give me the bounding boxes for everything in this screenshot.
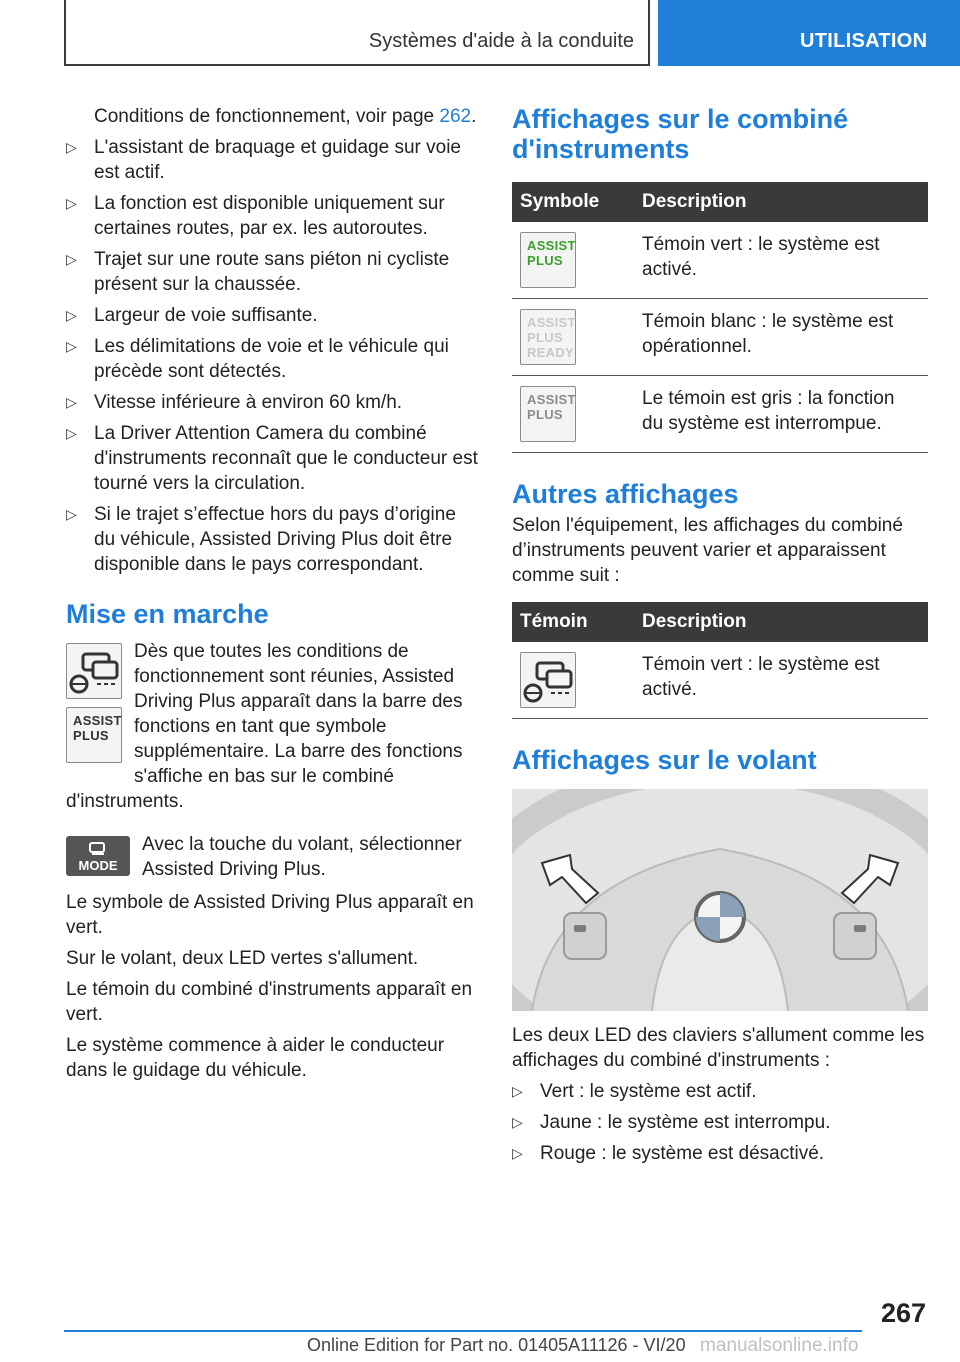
assisted-driving-green-icon [520, 652, 576, 708]
mode-button-icon: MODE [66, 836, 130, 876]
triangle-bullet-icon: ▷ [66, 394, 77, 410]
section-title: Systèmes d'aide à la conduite [368, 30, 634, 52]
table-header-indicator: Témoin [512, 602, 634, 642]
row-description: Le témoin est gris : la fonction du système est interrompue. [634, 376, 928, 453]
header-chapter-tab [658, 0, 960, 66]
assist-plus-ready-icon: ASSIST PLUS READY [520, 309, 576, 365]
list-item: ▷ Les délimitations de voie et le véhicule qui précède sont détectés. [66, 336, 449, 382]
row-description: Témoin blanc : le système est opérationnel. [634, 299, 928, 376]
table-header-description: Description [634, 182, 928, 222]
continued-text: Conditions de fonctionnement, voir page 262. [94, 106, 477, 127]
chapter-title: UTILISATION [800, 30, 928, 52]
list-item: ▷ L'assistant de braquage et guidage sur voie est actif. [66, 137, 461, 183]
header-section-tab [64, 0, 650, 66]
other-paragraph: Selon l'équipement, les affichages du combiné d’instruments peuvent varier et apparaissent comme suit : [512, 515, 903, 586]
watermark: manualsonline.info [700, 1335, 859, 1356]
triangle-bullet-icon: ▷ [66, 195, 77, 211]
list-item: ▷ Jaune : le système est interrompu. [512, 1112, 831, 1133]
led-colors-list [512, 1079, 928, 1166]
assist-plus-grey-icon: ASSIST PLUS [520, 386, 576, 442]
table-header-row [512, 182, 928, 222]
left-column [66, 104, 478, 1083]
indicator-table [512, 602, 928, 719]
mode-paragraph: Avec la touche du volant, sélectionner Assisted Driving Plus. [142, 834, 462, 880]
list-item: ▷ Si le trajet s’effectue hors du pays d’origine du véhicule, Assisted Driving Plus doit être disponible dans le pays correspondant. [66, 504, 456, 575]
list-item: ▷ Vitesse inférieure à environ 60 km/h. [66, 392, 403, 413]
table-header-symbol: Symbole [512, 182, 634, 222]
row-description: Témoin vert : le système est activé. [634, 642, 928, 719]
triangle-bullet-icon: ▷ [66, 307, 77, 323]
paragraph: Le système commence à aider le conducteur dans le guidage du véhicule. [66, 1035, 445, 1081]
triangle-bullet-icon: ▷ [66, 506, 77, 522]
page-number: 267 [880, 1298, 926, 1328]
assist-plus-icon: ASSIST PLUS [66, 707, 122, 763]
start-paragraph: Dès que toutes les conditions de fonctionnement sont réunies, Assisted Driving Plus apparaît dans la barre des fonctions en tant que symbole supplémentaire. La barre des fonctions s'affiche en bas sur le combiné d'instruments. [66, 641, 463, 812]
edition-text: Online Edition for Part no. 01405A11126 - VI/20 [307, 1335, 686, 1355]
row-description: Témoin vert : le système est activé. [634, 222, 928, 299]
footer-divider [64, 1330, 862, 1332]
triangle-bullet-icon: ▷ [66, 139, 77, 155]
list-item: ▷ La fonction est disponible uniquement sur certaines routes, par ex. les autoroutes. [66, 193, 445, 239]
conditions-list [66, 135, 478, 577]
paragraph: Le symbole de Assisted Driving Plus apparaît en vert. [66, 892, 474, 938]
heading-start: Mise en marche [66, 599, 269, 629]
triangle-bullet-icon: ▷ [512, 1145, 523, 1161]
table-row [512, 376, 928, 453]
start-block [66, 639, 478, 814]
table-row [512, 299, 928, 376]
table-header-description: Description [634, 602, 928, 642]
list-item: ▷ Rouge : le système est désactivé. [512, 1143, 825, 1164]
triangle-bullet-icon: ▷ [512, 1114, 523, 1130]
symbols-table [512, 182, 928, 453]
wheel-paragraph: Les deux LED des claviers s'allument comme les affichages du combiné d'instruments : [512, 1025, 925, 1071]
right-column [512, 104, 928, 1166]
mode-block [66, 832, 478, 884]
heading-steering-wheel-displays: Affichages sur le volant [512, 745, 817, 775]
assisted-driving-icon [66, 643, 122, 699]
table-row [512, 642, 928, 719]
table-header-row [512, 602, 928, 642]
list-item: ▷ La Driver Attention Camera du combiné d'instruments reconnaît que le conducteur est tourné vers la circulation. [66, 423, 478, 494]
paragraph: Le témoin du combiné d'instruments apparaît en vert. [66, 979, 473, 1025]
heading-other-displays: Autres affichages [512, 479, 739, 509]
list-item: ▷ Trajet sur une route sans piéton ni cycliste présent sur la chaussée. [66, 249, 450, 295]
triangle-bullet-icon: ▷ [512, 1083, 523, 1099]
paragraph: Sur le volant, deux LED vertes s'allument. [66, 948, 419, 969]
triangle-bullet-icon: ▷ [66, 251, 77, 267]
triangle-bullet-icon: ▷ [66, 338, 77, 354]
triangle-bullet-icon: ▷ [66, 425, 77, 441]
list-item: ▷ Vert : le système est actif. [512, 1081, 757, 1102]
page-reference-link[interactable]: 262 [439, 106, 472, 127]
steering-wheel-image [512, 789, 928, 1011]
table-row [512, 222, 928, 299]
start-icons [66, 643, 122, 763]
list-item: ▷ Largeur de voie suffisante. [66, 305, 318, 326]
assist-plus-green-icon: ASSIST PLUS [520, 232, 576, 288]
heading-instrument-displays: Affichages sur le combiné d'instruments [512, 104, 849, 164]
